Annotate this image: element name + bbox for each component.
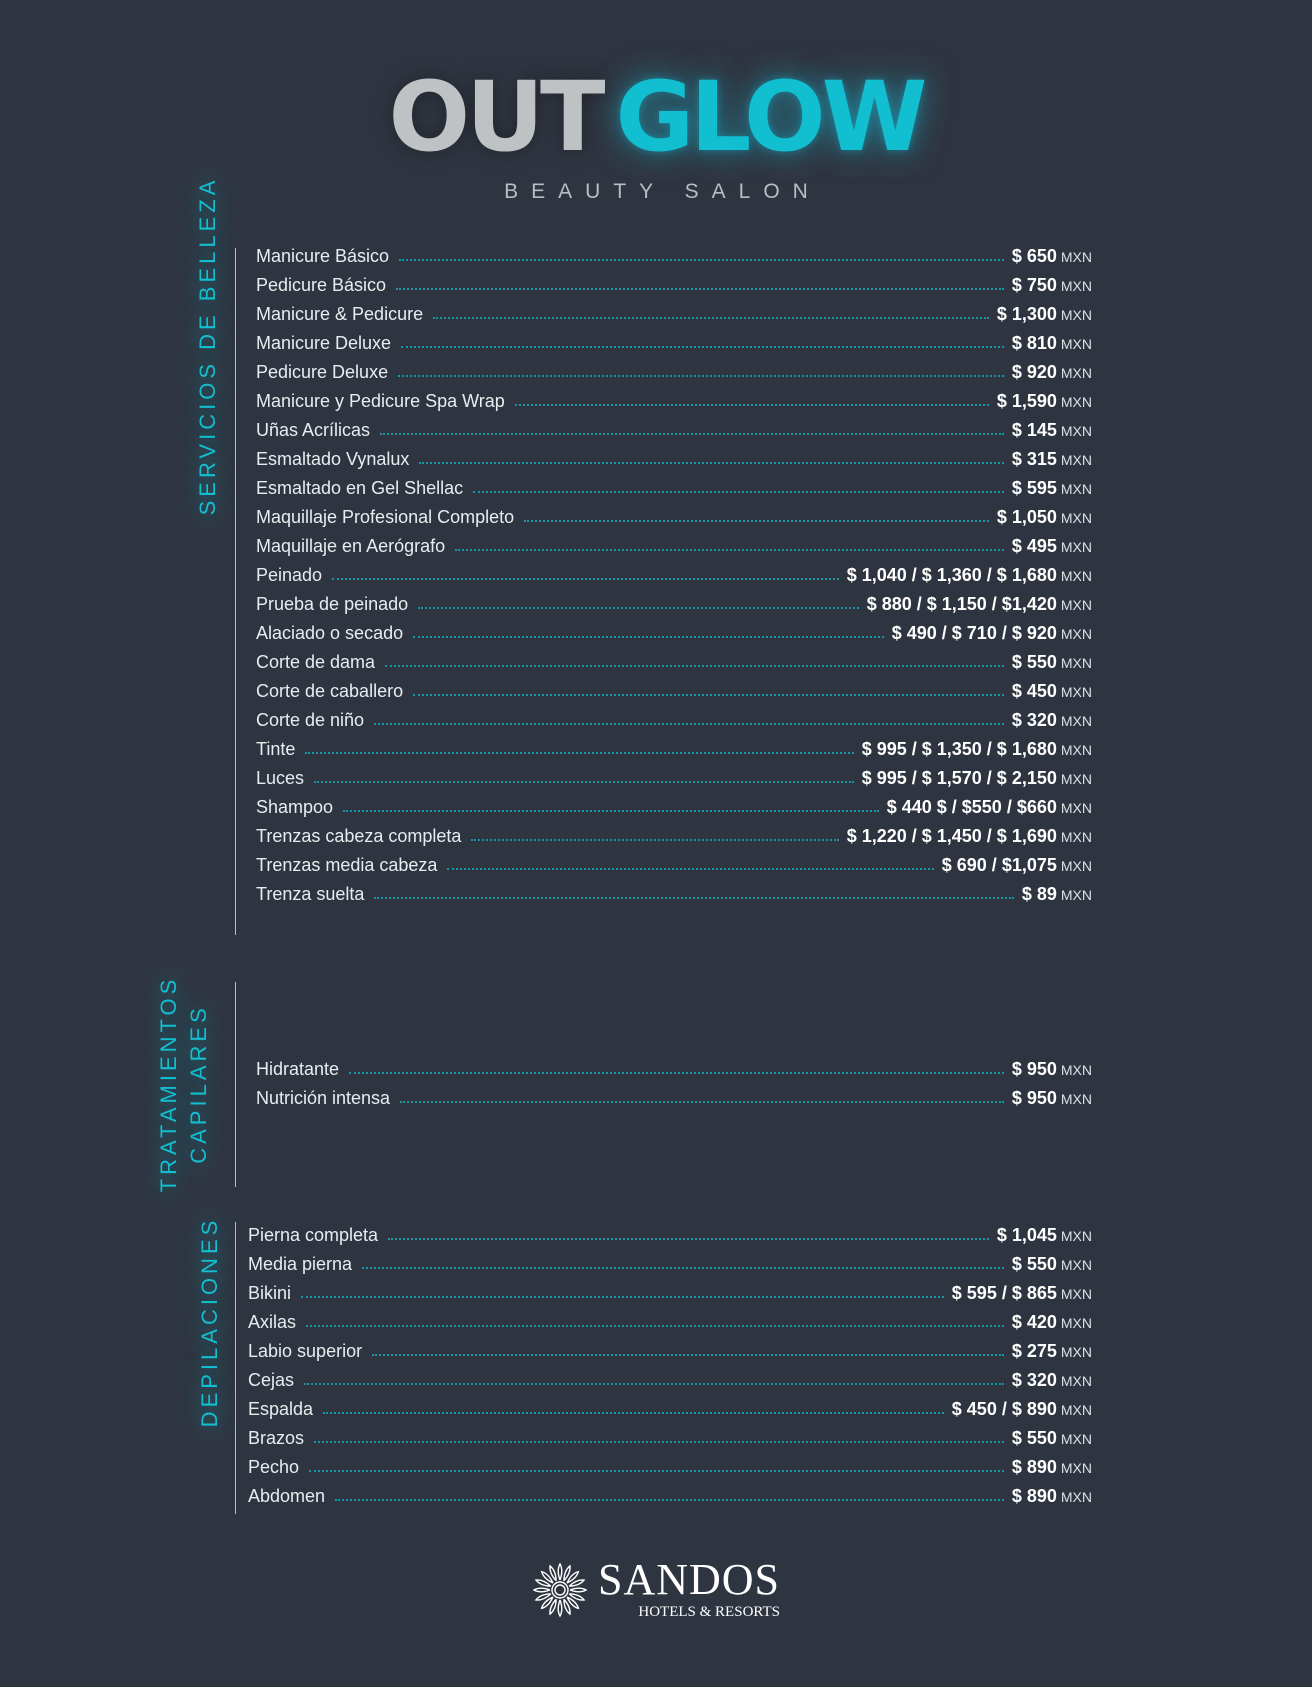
service-name: Espalda xyxy=(248,1399,314,1419)
currency-label: MXN xyxy=(1060,770,1092,787)
currency-label: MXN xyxy=(1060,567,1092,584)
service-name: Manicure Deluxe xyxy=(256,333,392,353)
dotted-leader xyxy=(413,694,1004,696)
dotted-leader xyxy=(304,1383,1004,1385)
service-name: Trenzas media cabeza xyxy=(256,855,438,875)
service-price: $ 450 / $ 890 xyxy=(951,1399,1057,1419)
currency-label: MXN xyxy=(1060,480,1092,497)
dotted-leader xyxy=(306,1325,1004,1327)
service-name: Luces xyxy=(256,768,305,788)
currency-label: MXN xyxy=(1060,741,1092,758)
dotted-leader xyxy=(388,1238,989,1240)
currency-label: MXN xyxy=(1060,393,1092,410)
service-name: Tinte xyxy=(256,739,296,759)
service-price: $ 595 / $ 865 xyxy=(951,1283,1057,1303)
service-price: $ 550 xyxy=(1011,1428,1057,1448)
currency-label: MXN xyxy=(1060,1372,1092,1389)
service-name: Maquillaje en Aerógrafo xyxy=(256,536,446,556)
service-row xyxy=(256,677,1092,706)
dotted-leader xyxy=(399,259,1004,261)
section-divider-capilares xyxy=(235,982,236,1187)
service-price: $ 595 xyxy=(1011,478,1057,498)
service-price: $ 1,050 xyxy=(996,507,1057,527)
service-row xyxy=(248,1250,1092,1279)
currency-label: MXN xyxy=(1060,1285,1092,1302)
service-row xyxy=(248,1366,1092,1395)
dotted-leader xyxy=(372,1354,1004,1356)
service-row xyxy=(256,271,1092,300)
service-price: $ 450 xyxy=(1011,681,1057,701)
dotted-leader xyxy=(374,897,1013,899)
service-price: $ 950 xyxy=(1011,1088,1057,1108)
service-price: $ 275 xyxy=(1011,1341,1057,1361)
service-name: Manicure Básico xyxy=(256,246,390,266)
service-price: $ 650 xyxy=(1011,246,1057,266)
section-divider-belleza xyxy=(235,248,236,935)
service-row xyxy=(256,619,1092,648)
logo-out: OUT xyxy=(388,61,602,173)
service-row xyxy=(256,503,1092,532)
dotted-leader xyxy=(401,346,1004,348)
service-price: $ 320 xyxy=(1011,1370,1057,1390)
service-row xyxy=(256,1055,1092,1084)
currency-label: MXN xyxy=(1060,1488,1092,1505)
dotted-leader xyxy=(349,1072,1004,1074)
currency-label: MXN xyxy=(1060,683,1092,700)
currency-label: MXN xyxy=(1060,248,1092,265)
brand-subtitle: HOTELS & RESORTS xyxy=(638,1604,781,1620)
service-price: $ 690 / $1,075 xyxy=(941,855,1057,875)
service-name: Pecho xyxy=(248,1457,300,1477)
currency-label: MXN xyxy=(1060,654,1092,671)
service-row xyxy=(256,416,1092,445)
service-row xyxy=(256,648,1092,677)
service-row xyxy=(256,590,1092,619)
currency-label: MXN xyxy=(1060,422,1092,439)
service-name: Maquillaje Profesional Completo xyxy=(256,507,515,527)
dotted-leader xyxy=(447,868,933,870)
section-title-depilaciones: DEPILACIONES xyxy=(197,1216,222,1428)
service-price: $ 320 xyxy=(1011,710,1057,730)
currency-label: MXN xyxy=(1060,1343,1092,1360)
service-name: Cejas xyxy=(248,1370,295,1390)
service-name: Esmaltado en Gel Shellac xyxy=(256,478,464,498)
currency-label: MXN xyxy=(1060,1430,1092,1447)
service-name: Brazos xyxy=(248,1428,305,1448)
service-price: $ 810 xyxy=(1011,333,1057,353)
service-row xyxy=(248,1279,1092,1308)
service-row xyxy=(256,242,1092,271)
currency-label: MXN xyxy=(1060,857,1092,874)
currency-label: MXN xyxy=(1060,1459,1092,1476)
service-name: Corte de niño xyxy=(256,710,365,730)
dotted-leader xyxy=(471,839,838,841)
dotted-leader xyxy=(524,520,989,522)
dotted-leader xyxy=(314,781,854,783)
service-name: Axilas xyxy=(248,1312,297,1332)
currency-label: MXN xyxy=(1060,1314,1092,1331)
service-row xyxy=(248,1308,1092,1337)
service-name: Corte de dama xyxy=(256,652,376,672)
service-price: $ 890 xyxy=(1011,1457,1057,1477)
service-name: Hidratante xyxy=(256,1059,340,1079)
currency-label: MXN xyxy=(1060,364,1092,381)
currency-label: MXN xyxy=(1060,1090,1092,1107)
dotted-leader xyxy=(433,317,989,319)
service-price: $ 750 xyxy=(1011,275,1057,295)
currency-label: MXN xyxy=(1060,306,1092,323)
service-name: Peinado xyxy=(256,565,323,585)
dotted-leader xyxy=(413,636,884,638)
service-name: Pedicure Deluxe xyxy=(256,362,389,382)
dotted-leader xyxy=(380,433,1004,435)
service-name: Esmaltado Vynalux xyxy=(256,449,410,469)
service-row xyxy=(256,387,1092,416)
service-row xyxy=(256,851,1092,880)
service-price: $ 995 / $ 1,570 / $ 2,150 xyxy=(861,768,1057,788)
service-price: $ 145 xyxy=(1011,420,1057,440)
service-row xyxy=(256,735,1092,764)
currency-label: MXN xyxy=(1060,538,1092,555)
service-row xyxy=(248,1424,1092,1453)
service-price: $ 440 $ / $550 / $660 xyxy=(886,797,1057,817)
service-name: Prueba de peinado xyxy=(256,594,409,614)
service-name: Labio superior xyxy=(248,1341,363,1361)
service-price: $ 315 xyxy=(1011,449,1057,469)
service-name: Uñas Acrílicas xyxy=(256,420,371,440)
section-title-capilares-line1: TRATAMIENTOS xyxy=(156,975,181,1193)
dotted-leader xyxy=(362,1267,1004,1269)
currency-label: MXN xyxy=(1060,1061,1092,1078)
dotted-leader xyxy=(400,1101,1004,1103)
service-row xyxy=(256,474,1092,503)
sandos-flower-icon xyxy=(532,1562,588,1618)
service-row xyxy=(256,706,1092,735)
currency-label: MXN xyxy=(1060,1227,1092,1244)
dotted-leader xyxy=(335,1499,1004,1501)
service-name: Bikini xyxy=(248,1283,292,1303)
service-row xyxy=(256,561,1092,590)
dotted-leader xyxy=(418,607,859,609)
service-row xyxy=(248,1482,1092,1511)
service-name: Manicure y Pedicure Spa Wrap xyxy=(256,391,505,411)
service-row xyxy=(248,1453,1092,1482)
currency-label: MXN xyxy=(1060,625,1092,642)
service-row xyxy=(248,1337,1092,1366)
service-name: Pierna completa xyxy=(248,1225,379,1245)
section-title-belleza: SERVICIOS DE BELLEZA xyxy=(195,176,220,516)
service-price: $ 89 xyxy=(1021,884,1057,904)
currency-label: MXN xyxy=(1060,451,1092,468)
service-row xyxy=(256,880,1092,909)
service-name: Trenza suelta xyxy=(256,884,365,904)
dotted-leader xyxy=(385,665,1004,667)
service-row xyxy=(256,445,1092,474)
service-price: $ 550 xyxy=(1011,652,1057,672)
footer xyxy=(0,1555,1312,1623)
service-row xyxy=(256,1084,1092,1113)
service-row xyxy=(256,793,1092,822)
dotted-leader xyxy=(473,491,1004,493)
dotted-leader xyxy=(374,723,1004,725)
currency-label: MXN xyxy=(1060,799,1092,816)
dotted-leader xyxy=(323,1412,944,1414)
service-price: $ 1,045 xyxy=(996,1225,1057,1245)
dotted-leader xyxy=(305,752,853,754)
service-price: $ 495 xyxy=(1011,536,1057,556)
service-row xyxy=(256,300,1092,329)
service-name: Nutrición intensa xyxy=(256,1088,391,1108)
service-price: $ 995 / $ 1,350 / $ 1,680 xyxy=(861,739,1057,759)
currency-label: MXN xyxy=(1060,509,1092,526)
service-price: $ 950 xyxy=(1011,1059,1057,1079)
section-title-capilares-line2: CAPILARES xyxy=(186,1004,211,1164)
service-price: $ 1,590 xyxy=(996,391,1057,411)
tagline: BEAUTY SALON xyxy=(504,180,821,203)
service-row xyxy=(256,532,1092,561)
dotted-leader xyxy=(398,375,1004,377)
currency-label: MXN xyxy=(1060,1401,1092,1418)
service-row xyxy=(256,822,1092,851)
service-name: Trenzas cabeza completa xyxy=(256,826,462,846)
dotted-leader xyxy=(455,549,1004,551)
service-name: Abdomen xyxy=(248,1486,326,1506)
service-price: $ 420 xyxy=(1011,1312,1057,1332)
dotted-leader xyxy=(309,1470,1004,1472)
service-name: Alaciado o secado xyxy=(256,623,404,643)
dotted-leader xyxy=(332,578,839,580)
currency-label: MXN xyxy=(1060,712,1092,729)
service-row xyxy=(248,1221,1092,1250)
service-price: $ 890 xyxy=(1011,1486,1057,1506)
services-list-belleza xyxy=(256,242,1092,909)
currency-label: MXN xyxy=(1060,596,1092,613)
service-price: $ 490 / $ 710 / $ 920 xyxy=(891,623,1057,643)
service-price: $ 880 / $ 1,150 / $1,420 xyxy=(866,594,1057,614)
currency-label: MXN xyxy=(1060,886,1092,903)
dotted-leader xyxy=(314,1441,1004,1443)
logo-glow: GLOW xyxy=(615,61,924,173)
dotted-leader xyxy=(515,404,989,406)
currency-label: MXN xyxy=(1060,1256,1092,1273)
dotted-leader xyxy=(396,288,1004,290)
service-name: Pedicure Básico xyxy=(256,275,387,295)
service-name: Media pierna xyxy=(248,1254,353,1274)
currency-label: MXN xyxy=(1060,828,1092,845)
dotted-leader xyxy=(343,810,879,812)
dotted-leader xyxy=(301,1296,944,1298)
service-row xyxy=(248,1395,1092,1424)
service-name: Shampoo xyxy=(256,797,334,817)
currency-label: MXN xyxy=(1060,335,1092,352)
service-price: $ 1,040 / $ 1,360 / $ 1,680 xyxy=(846,565,1057,585)
brand-name: SANDOS xyxy=(597,1555,781,1604)
service-name: Corte de caballero xyxy=(256,681,404,701)
service-row xyxy=(256,764,1092,793)
service-row xyxy=(256,329,1092,358)
service-name: Manicure & Pedicure xyxy=(256,304,424,324)
dotted-leader xyxy=(419,462,1003,464)
services-list-capilares xyxy=(256,1055,1092,1113)
service-row xyxy=(256,358,1092,387)
service-price: $ 550 xyxy=(1011,1254,1057,1274)
services-list-depilaciones xyxy=(248,1221,1092,1511)
currency-label: MXN xyxy=(1060,277,1092,294)
section-divider-depilaciones xyxy=(235,1222,236,1514)
service-price: $ 1,220 / $ 1,450 / $ 1,690 xyxy=(846,826,1057,846)
service-price: $ 1,300 xyxy=(996,304,1057,324)
service-price: $ 920 xyxy=(1011,362,1057,382)
